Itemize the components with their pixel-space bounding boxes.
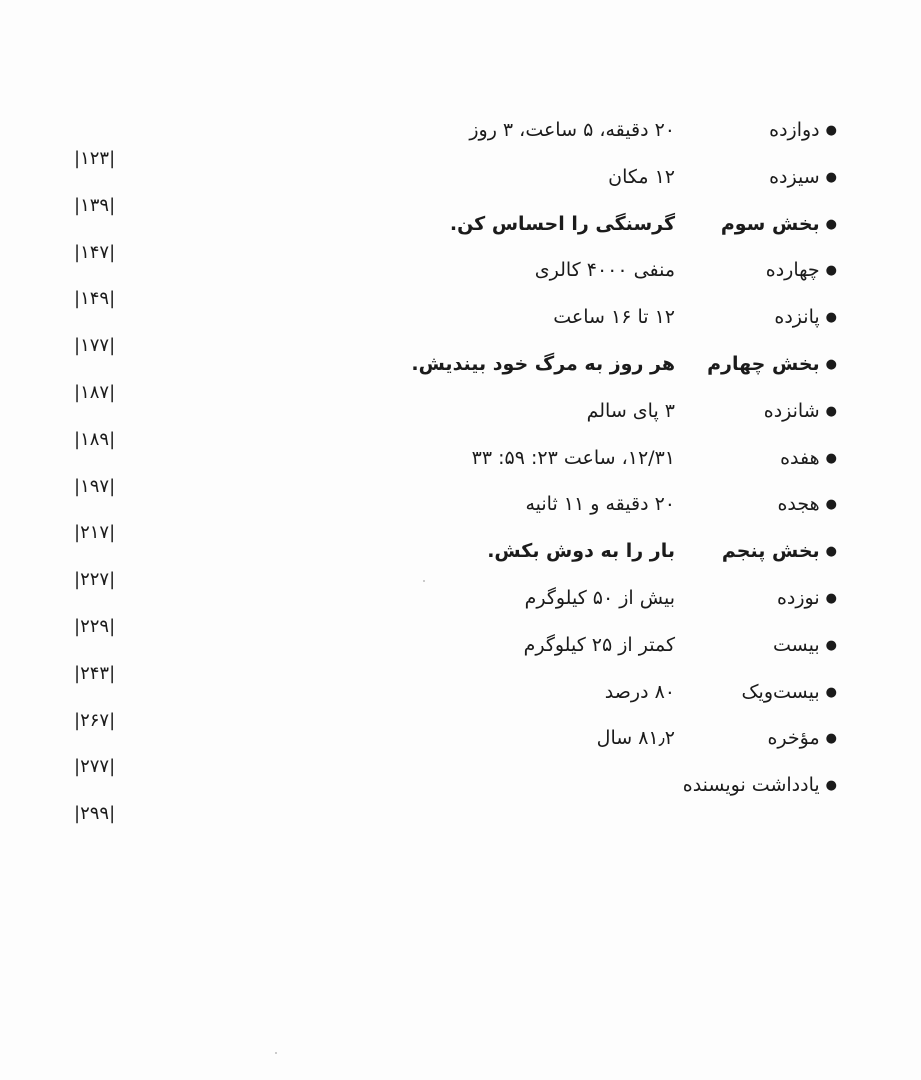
bullet-icon: ● (825, 591, 837, 606)
bullet-icon: ● (825, 169, 837, 185)
page-bracket: | (74, 709, 81, 731)
bullet-icon: ● (825, 544, 837, 560)
bullet-icon: ● (825, 263, 837, 279)
page-bracket: | (109, 756, 116, 778)
toc-chapter (773, 633, 837, 660)
page-number-value: ۱۸۷ (80, 382, 110, 403)
page-number-value: ۲۲۹ (80, 616, 110, 637)
bullet-icon: ● (825, 731, 837, 747)
page-bracket: | (74, 428, 81, 450)
toc-chapter (683, 773, 837, 800)
toc-chapter (767, 726, 837, 753)
toc-chapter (769, 118, 837, 145)
toc-entry (0, 773, 921, 825)
toc-chapter (742, 680, 837, 707)
page-bracket: | (109, 382, 116, 403)
toc-subtitle: ۱۲ مکان (608, 165, 675, 188)
toc-chapter (764, 399, 837, 426)
page-bracket: | (74, 569, 81, 591)
bullet-icon: ● (825, 684, 837, 700)
page-bracket: | (74, 148, 81, 169)
page-number-value: ۱۸۹ (80, 428, 110, 450)
toc-chapter (774, 305, 837, 332)
page-number-value: ۲۴۳ (80, 662, 110, 684)
toc-chapter (769, 165, 837, 192)
page-bracket: | (74, 803, 81, 825)
toc-entry (0, 352, 921, 403)
toc-entry (0, 539, 921, 591)
toc-entry (0, 399, 921, 450)
bullet-icon: ● (825, 216, 837, 232)
toc-entry (0, 165, 921, 216)
toc-chapter-title: هفده (780, 446, 820, 469)
paper-speck (423, 580, 425, 582)
page-bracket: | (74, 475, 81, 497)
bullet-icon: ● (825, 403, 837, 419)
page-number-value: ۲۷۷ (80, 756, 110, 778)
page-number-value: ۱۷۷ (80, 335, 110, 357)
toc-subtitle: ۸۰ درصد (604, 680, 675, 703)
page-number-value: ۱۳۹ (80, 194, 110, 216)
toc-entry (0, 446, 921, 497)
bullet-icon: ● (825, 497, 837, 513)
toc-chapter-title: چهارده (765, 259, 820, 282)
toc-chapter-title: مؤخره (767, 727, 820, 750)
page-number-value: ۱۴۹ (80, 288, 110, 310)
toc-subtitle: ۲۰ دقیقه و ۱۱ ثانیه (525, 493, 675, 516)
toc-chapter (722, 539, 837, 566)
page-bracket: | (109, 569, 116, 591)
toc-chapter-title: دوازده (769, 119, 820, 141)
page-number-value: ۲۱۷ (80, 522, 110, 544)
toc-subtitle: ۸۱٫۲ سال (596, 727, 675, 750)
toc-chapter-title: سیزده (769, 165, 820, 188)
toc-subtitle: بیش از ۵۰ کیلوگرم (524, 587, 675, 609)
page-number-value: ۲۲۷ (80, 569, 110, 591)
page-bracket: | (74, 616, 81, 637)
toc-entry (0, 586, 921, 637)
page-bracket: | (109, 662, 116, 684)
page-bracket: | (109, 194, 116, 216)
toc-chapter-title: شانزده (763, 399, 820, 422)
toc-subtitle: کمتر از ۲۵ کیلوگرم (523, 633, 675, 656)
page-bracket: | (109, 335, 116, 357)
toc-chapter (777, 586, 837, 613)
toc-subtitle: ۱۲/۳۱، ساعت ۲۳: ۵۹: ۳۳ (471, 446, 675, 469)
toc-subtitle: منفی ۴۰۰۰ کالری (534, 259, 675, 282)
toc-chapter-title: بیست‌ویک (741, 680, 820, 703)
page-bracket: | (74, 288, 81, 310)
toc-entry (0, 118, 921, 169)
page-bracket: | (109, 616, 116, 637)
page-bracket: | (109, 148, 116, 169)
toc-subtitle: بار را به دوش بکش. (487, 540, 675, 563)
toc-chapter-title: بیست (773, 633, 820, 656)
toc-chapter (766, 258, 837, 285)
toc-entry (0, 492, 921, 544)
toc-entry (0, 633, 921, 684)
page-number-value: ۲۶۷ (80, 709, 110, 731)
bullet-icon: ● (825, 123, 837, 138)
page-number-value: ۱۴۷ (80, 241, 110, 263)
toc-page-number (74, 803, 115, 825)
toc-subtitle: ۱۲ تا ۱۶ ساعت (553, 306, 675, 329)
page-bracket: | (74, 335, 81, 357)
page-bracket: | (74, 194, 81, 216)
toc-chapter-title: هجده (777, 493, 820, 516)
page-bracket: | (74, 756, 81, 778)
toc-chapter (777, 492, 837, 519)
page-number-value: ۱۲۳ (80, 148, 110, 169)
toc-entry (0, 726, 921, 778)
toc-subtitle: گرسنگی را احساس کن. (449, 212, 675, 235)
page-bracket: | (74, 382, 81, 403)
toc-subtitle: ۳ پای سالم (586, 399, 675, 422)
page-bracket: | (109, 475, 116, 497)
toc-chapter (780, 446, 837, 473)
toc-subtitle: هر روز به مرگ خود بیندیش. (411, 353, 675, 375)
bullet-icon: ● (825, 778, 837, 794)
page-bracket: | (109, 803, 116, 825)
toc-chapter-title: بخش چهارم (707, 353, 820, 375)
page-number-value: ۱۹۷ (80, 475, 110, 497)
toc-chapter-title: پانزده (774, 306, 820, 329)
toc-entry (0, 258, 921, 310)
bullet-icon: ● (825, 450, 837, 466)
page-bracket: | (109, 522, 116, 544)
bullet-icon: ● (825, 310, 837, 326)
toc-entry (0, 305, 921, 357)
page-bracket: | (74, 662, 81, 684)
page-bracket: | (74, 241, 81, 263)
bullet-icon: ● (825, 357, 837, 372)
page-number-value: ۲۹۹ (80, 803, 110, 825)
toc-chapter-title: بخش پنجم (721, 540, 820, 563)
page-bracket: | (109, 288, 116, 310)
toc-entry (0, 680, 921, 731)
toc-subtitle: ۲۰ دقیقه، ۵ ساعت، ۳ روز (469, 119, 675, 141)
toc-chapter-title: بخش سوم (720, 212, 820, 235)
bullet-icon: ● (825, 637, 837, 653)
page-bracket: | (109, 428, 116, 450)
toc-chapter (707, 352, 837, 379)
page-bracket: | (109, 241, 116, 263)
paper-speck (275, 1052, 277, 1054)
page-bracket: | (109, 709, 116, 731)
toc-chapter (721, 212, 837, 239)
toc-chapter-title: نوزده (776, 587, 820, 609)
toc-chapter-title: یادداشت نویسنده (682, 774, 820, 797)
toc-entry (0, 212, 921, 263)
page-bracket: | (74, 522, 81, 544)
